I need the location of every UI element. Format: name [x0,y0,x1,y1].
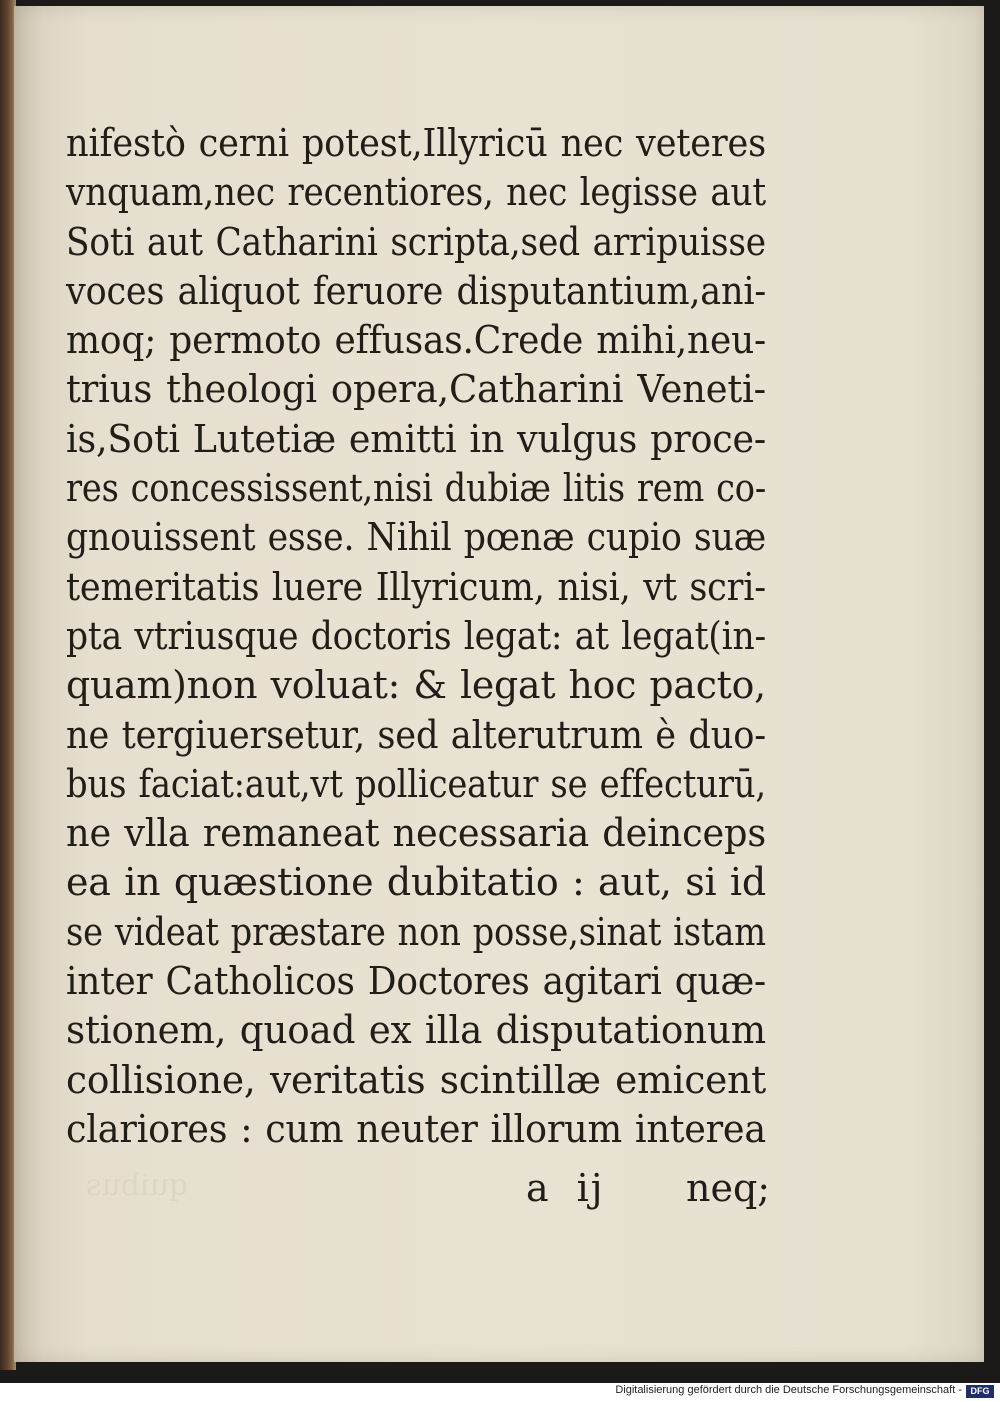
text-line: nifestò cerni potest,Illyricū nec veteres [66,121,766,165]
text-line: ne vlla remaneat necessaria deinceps [66,811,767,856]
catchword: neq; [686,1166,771,1210]
text-line: collisione, veritatis scintillæ emicent [66,1057,767,1102]
text-line: se videat præstare non posse,sinat istam [66,909,766,954]
text-line: vnquam,nec recentiores, nec legisse aut [66,170,767,215]
offset-show-through: quibus [86,1168,189,1203]
text-line: inter Catholicos Doctores agitari quæ- [66,959,766,1004]
footer-bar [0,1383,1000,1401]
book-page [14,6,984,1362]
text-line: is,Soti Lutetiæ emitti in vulgus proce- [66,416,766,461]
text-line: moq; permoto effusas.Crede mihi,neu- [66,318,767,363]
text-line: trius theologi opera,Catharini Veneti- [66,367,766,412]
text-line: res concessissent,nisi dubiæ litis rem co- [66,466,767,511]
signature-number: ij [576,1166,605,1210]
body-text [66,119,766,1154]
text-line: gnouissent esse. Nihil pœnæ cupio suæ [66,515,767,560]
text-line: temeritatis luere Illyricum, nisi, vt scri- [66,564,766,609]
text-line: bus faciat:aut,vt polliceatur se effecturū, [66,761,766,806]
text-line: voces aliquot feruore disputantium,ani- [66,268,767,313]
text-line: ne tergiuersetur, sed alterutrum è duo- [66,712,766,757]
text-line: Soti aut Catharini scripta,sed arripuisse [66,219,766,264]
text-line: stionem, quoad ex illa disputationum [66,1008,766,1053]
signature-mark [526,1166,631,1210]
text-line: pta vtriusque doctoris legat: at legat(in- [66,613,766,658]
text-line: ea in quæstione dubitatio : aut, si id [66,860,766,905]
dfg-logo-icon[interactable]: DFG [966,1385,994,1398]
signature-letter: a [526,1166,551,1210]
text-line: clariores : cum neuter illorum interea [66,1106,767,1151]
funding-credit: Digitalisierung gefördert durch die Deutsche Forschungsgemeinschaft - [615,1384,962,1396]
text-line: quam)non voluat: & legat hoc pacto, [66,663,766,708]
